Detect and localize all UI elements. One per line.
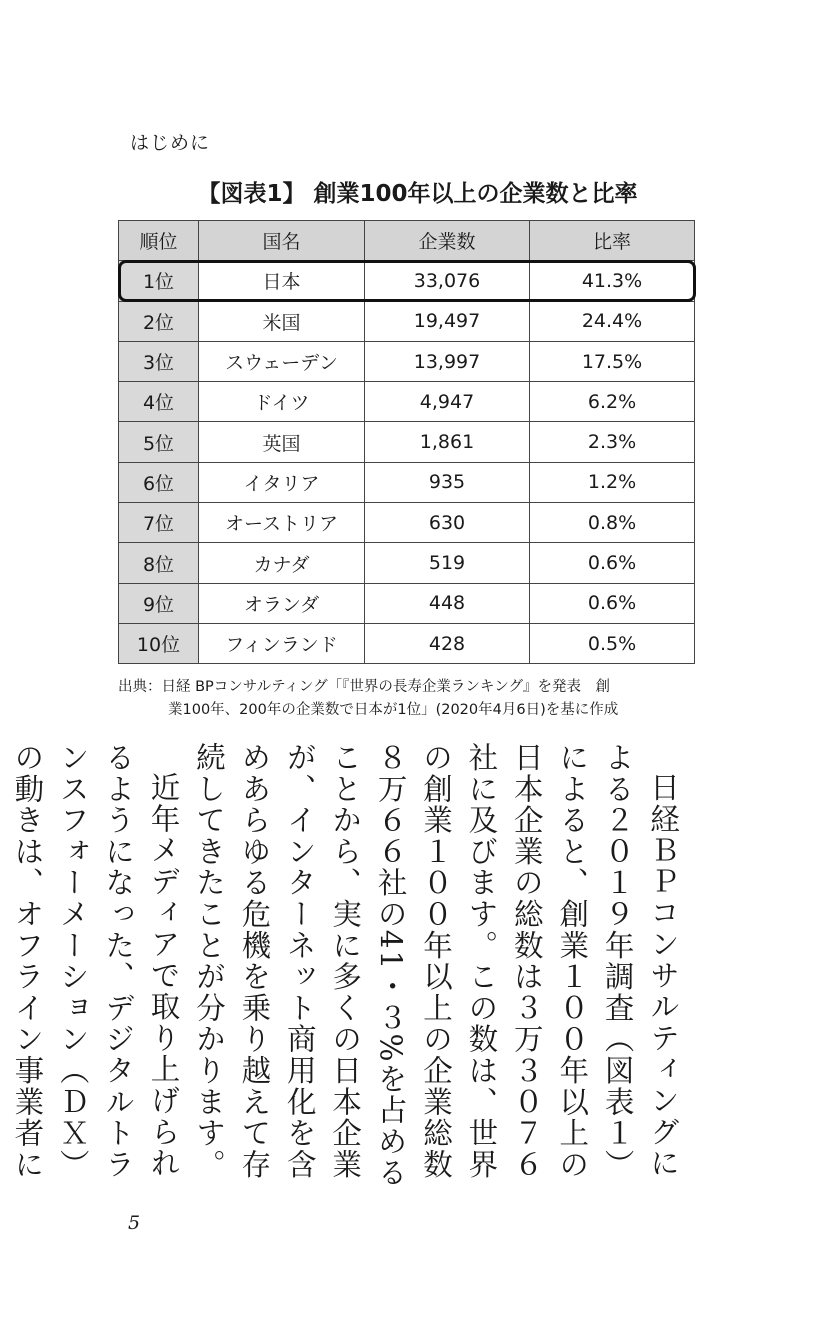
country-cell: フィンランド: [199, 623, 365, 663]
source-line-1: 出典：日経 BPコンサルティング「『世界の長寿企業ランキング』を発表 創: [118, 679, 610, 695]
companies-cell: 13,997: [365, 341, 530, 381]
companies-cell: 33,076: [365, 261, 530, 301]
companies-cell: 4,947: [365, 382, 530, 422]
rank-cell: 5位: [119, 422, 199, 462]
rank-cell: 9位: [119, 583, 199, 623]
figure-title: 【図表1】 創業100年以上の企業数と比率: [197, 181, 638, 207]
table-row: [119, 583, 695, 623]
country-cell: 英国: [199, 422, 365, 462]
body-paragraph-1: 日経ＢＰコンサルティングによる２０１９年調査（図表１）によると、創業１００年以上の日本企業の総数は３万３０７６社に及びます。この数は、世界の創業１００年以上の企業総数８万６６社の41・３%を占めることから、実に多くの日本企業が、インターネット商用化を含めあらゆる危機を乗り越えて存続してきたことが分かります。: [191, 742, 680, 1189]
companies-cell: 519: [365, 543, 530, 583]
companies-cell: 19,497: [365, 301, 530, 341]
country-cell: 米国: [199, 301, 365, 341]
page-number: 5: [128, 1212, 141, 1234]
rank-cell: 10位: [119, 623, 199, 663]
companies-cell: 1,861: [365, 422, 530, 462]
table-row: [119, 623, 695, 663]
ranking-table: [118, 220, 695, 664]
column-header-companies: 企業数: [365, 221, 530, 261]
ratio-cell: 41.3%: [530, 261, 695, 301]
rank-cell: 3位: [119, 341, 199, 381]
country-cell: カナダ: [199, 543, 365, 583]
source-line-2: 業100年、200年の企業数で日本が1位」(2020年4月6日)を基に作成: [168, 702, 619, 718]
table-row: [119, 503, 695, 543]
ratio-cell: 2.3%: [530, 422, 695, 462]
country-cell: 日本: [199, 261, 365, 301]
ratio-cell: 1.2%: [530, 462, 695, 502]
companies-cell: 630: [365, 503, 530, 543]
body-text: [10, 742, 685, 1202]
companies-cell: 428: [365, 623, 530, 663]
rank-cell: 8位: [119, 543, 199, 583]
country-cell: オーストリア: [199, 503, 365, 543]
ratio-cell: 0.5%: [530, 623, 695, 663]
table-row: [119, 422, 695, 462]
ratio-cell: 17.5%: [530, 341, 695, 381]
rank-cell: 7位: [119, 503, 199, 543]
table-header-row: [119, 221, 695, 261]
ratio-cell: 0.6%: [530, 543, 695, 583]
rank-cell: 6位: [119, 462, 199, 502]
rank-cell: 1位: [119, 261, 199, 301]
country-cell: ドイツ: [199, 382, 365, 422]
country-cell: オランダ: [199, 583, 365, 623]
running-header: はじめに: [130, 132, 211, 154]
companies-cell: 448: [365, 583, 530, 623]
table-row: [119, 382, 695, 422]
column-header-ratio: 比率: [530, 221, 695, 261]
table-row: [119, 462, 695, 502]
column-header-country: 国名: [199, 221, 365, 261]
table-row: [119, 341, 695, 381]
ratio-cell: 6.2%: [530, 382, 695, 422]
table-row: [119, 301, 695, 341]
table-row: [119, 543, 695, 583]
table-row: [119, 261, 695, 301]
ratio-cell: 0.6%: [530, 583, 695, 623]
body-paragraph-2: 近年メディアで取り上げられるようになった、デジタルトランスフォーメーション（ＤＸ）の動きは、オフライン事業者に: [10, 742, 181, 1181]
rank-cell: 2位: [119, 301, 199, 341]
rank-cell: 4位: [119, 382, 199, 422]
country-cell: スウェーデン: [199, 341, 365, 381]
country-cell: イタリア: [199, 462, 365, 502]
source-citation: [118, 676, 698, 722]
ratio-cell: 0.8%: [530, 503, 695, 543]
companies-cell: 935: [365, 462, 530, 502]
column-header-rank: 順位: [119, 221, 199, 261]
ratio-cell: 24.4%: [530, 301, 695, 341]
